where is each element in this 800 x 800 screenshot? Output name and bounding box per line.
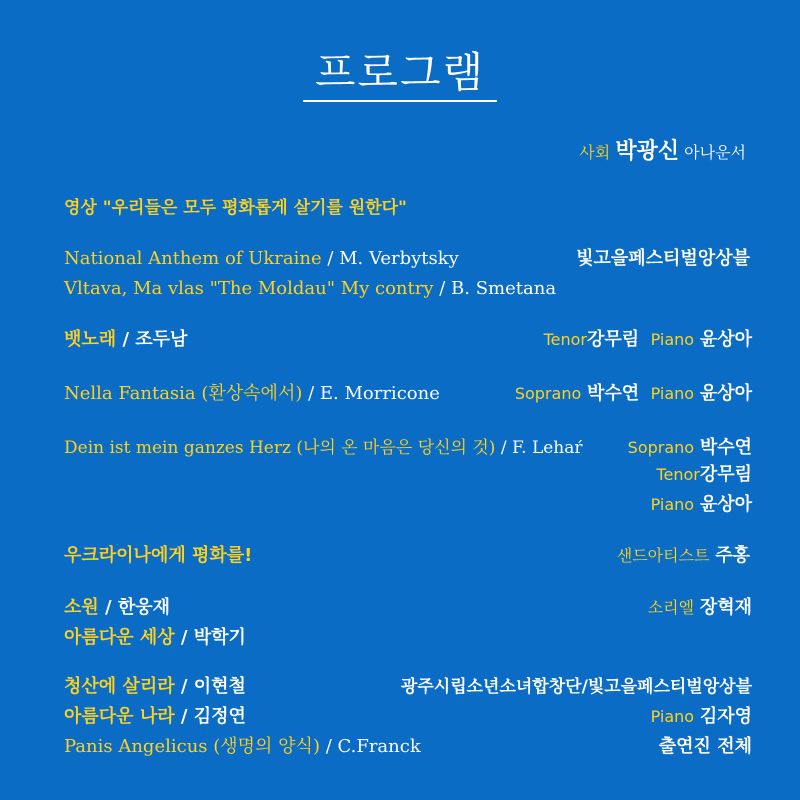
role-label: Tenor [543,330,587,349]
item-composer: 이현철 [193,676,246,697]
role-name: 강무림 [586,329,640,350]
item-composer: F. Lehaŕ [511,438,583,458]
item-role [651,493,752,517]
role-name: 김자영 [699,706,752,727]
role-label: Piano [650,707,695,726]
item-title: Dein ist mein ganzes Herz (나의 온 마음은 당신의 것) [64,438,496,458]
item-role [628,436,752,460]
item-composer: M. Verbytsky [339,248,459,269]
role-label: 샌드아티스트 [616,546,710,565]
program-item-beautiful-country: 아름다운 나라 / 김정연 [64,706,246,727]
role-label: Soprano [627,438,695,457]
item-roles [544,328,752,352]
item-composer: 김정연 [193,706,246,727]
role-name: 윤상아 [699,329,752,350]
role-name: 박수연 [586,383,640,404]
role-label: Piano [650,384,695,403]
page-title: 프로그램 [314,48,486,97]
item-composer: 한웅재 [117,597,171,618]
item-title: 청산에 살리라 [64,676,175,697]
item-role [648,596,752,620]
role-label: Piano [650,495,695,514]
item-title: 아름다운 세상 [64,627,175,648]
program-item-panis-angelicus: Panis Angelicus (생명의 양식) / C.Franck [64,736,421,757]
program-item-boat-song: 뱃노래 / 조두남 [64,329,188,350]
role-name: 주홍 [715,545,750,566]
program-item-wish: 소원 / 한웅재 [64,597,171,618]
program-item-sand-art: 우크라이나에게 평화를! [64,545,253,566]
role-label: Piano [650,330,695,349]
item-performer: 빛고을페스티벌앙상블 [576,248,750,269]
item-title: Panis Angelicus (생명의 양식) [64,736,320,757]
item-roles [515,382,752,406]
item-title: 뱃노래 [64,329,117,350]
program-item-nella-fantasia: Nella Fantasia (환상속에서) / E. Morricone [64,383,440,404]
role-name: 강무림 [699,464,752,485]
role-name: 윤상아 [699,494,752,515]
item-title: 아름다운 나라 [64,706,175,727]
item-role [617,544,750,568]
item-role [651,705,752,729]
item-composer: B. Smetana [451,278,557,299]
host-suffix: 아나운서 [684,143,746,162]
host-line [579,134,746,165]
program-item-vltava: Vltava, Ma vlas "The Moldau" My contry / B. Smetana [64,278,557,299]
host-label: 사회 [579,143,611,162]
program-item-video: 영상 "우리들은 모두 평화롭게 살기를 원한다" [64,198,407,218]
item-title: Vltava, Ma vlas "The Moldau" My contry [64,278,434,299]
role-label: Soprano [514,384,582,403]
item-composer: 박학기 [193,627,246,648]
item-role [656,463,752,487]
title-underline [303,100,497,102]
item-composer: C.Franck [337,736,421,757]
item-title: National Anthem of Ukraine [64,248,322,269]
item-performer: 광주시립소년소녀합창단/빛고을페스티벌앙상블 [400,677,752,697]
item-title: Nella Fantasia (환상속에서) [64,383,303,404]
program-item-beautiful-world: 아름다운 세상 / 박학기 [64,627,246,648]
program-item-cheongsan: 청산에 살리라 / 이현철 [64,676,246,697]
role-name: 장혁재 [699,597,752,618]
role-label: 소리엘 [647,598,695,617]
item-title: 소원 [64,597,99,618]
host-name: 박광신 [615,139,680,164]
role-name: 박수연 [699,437,752,458]
item-composer: 조두남 [135,329,188,350]
program-item-anthem: National Anthem of Ukraine / M. Verbytsky [64,248,459,269]
program-item-dein-ist: Dein ist mein ganzes Herz (나의 온 마음은 당신의 것) / F. Lehaŕ [64,438,583,458]
item-performer: 출연진 전체 [658,736,752,757]
item-composer: E. Morricone [319,383,440,404]
role-label: Tenor [656,465,700,484]
role-name: 윤상아 [699,383,752,404]
